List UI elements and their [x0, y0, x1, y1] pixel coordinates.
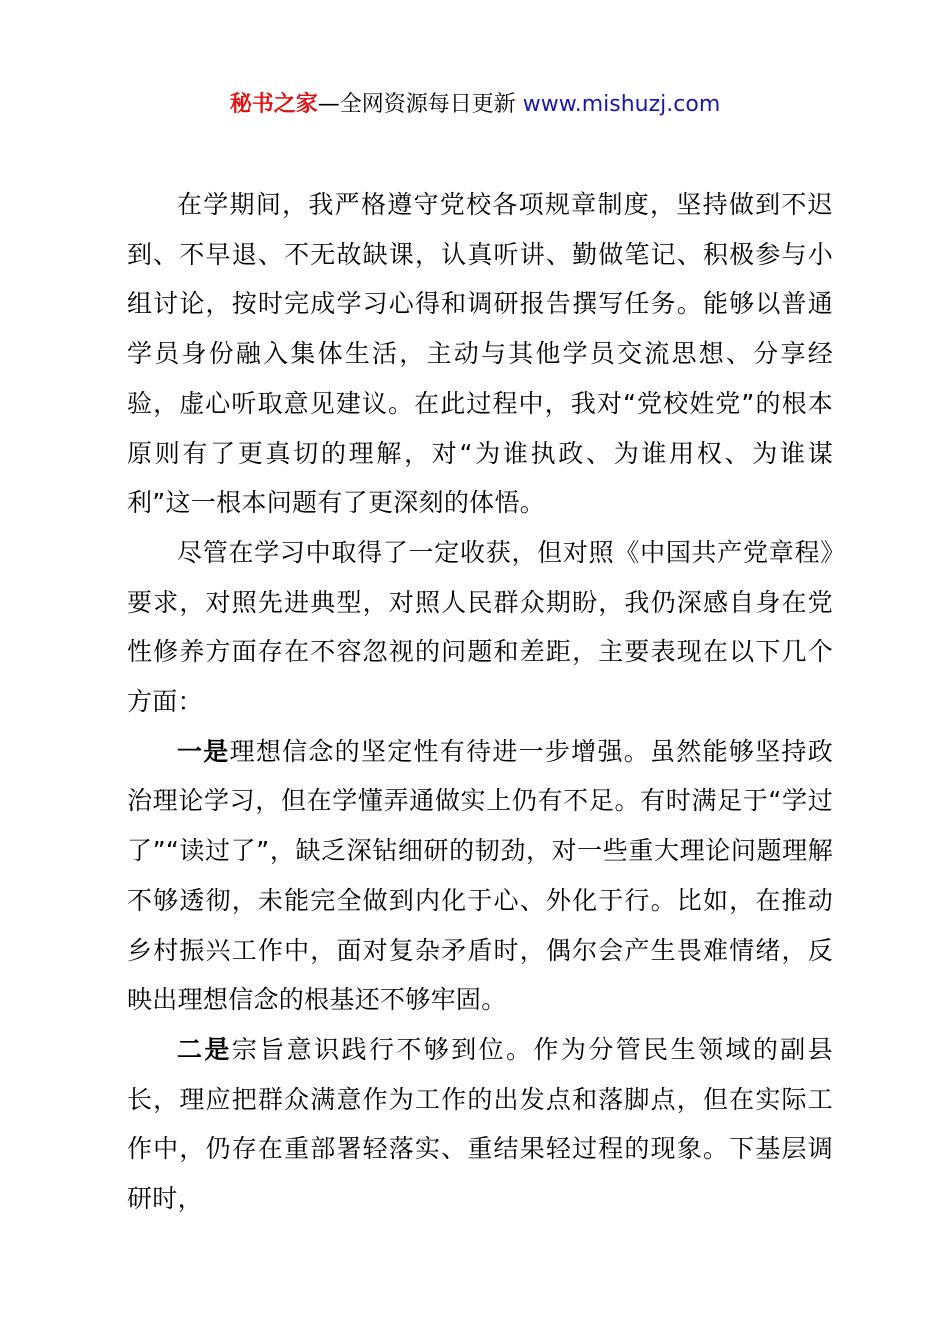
paragraph-text: 在学期间，我严格遵守党校各项规章制度，坚持做到不迟到、不早退、不无故缺课，认真听讲、勤做笔记、积极参与小组讨论，按时完成学习心得和调研报告撰写任务。能够以普通学员身份融入集体生活，主动与其他学员交流思想、分享经验，虚心听取意见建议。在此过程中，我对“党校姓党”的根本原则有了更真切的理解，对“为谁执政、为谁用权、为谁谋利”这一根本问题有了更深刻的体悟。	[127, 190, 833, 518]
document-body	[127, 180, 833, 1224]
paragraph-point-one	[127, 727, 833, 1025]
paragraph-text: 尽管在学习中取得了一定收获，但对照《中国共产党章程》要求，对照先进典型，对照人民群众期盼，我仍深感自身在党性修养方面存在不容忽视的问题和差距，主要表现在以下几个方面：	[127, 537, 833, 717]
site-header	[0, 88, 950, 122]
site-url-link[interactable]: www.mishuzj.com	[522, 92, 721, 117]
header-tagline: —全网资源每日更新	[317, 92, 523, 117]
brand-name: 秘书之家	[229, 92, 318, 117]
paragraph-text: 宗旨意识践行不够到位。作为分管民生领域的副县长，理应把群众满意作为工作的出发点和落脚点，但在实际工作中，仍存在重部署轻落实、重结果轻过程的现象。下基层调研时，	[127, 1034, 833, 1214]
paragraph-point-two	[127, 1025, 833, 1224]
paragraph-lead: 一是	[177, 736, 230, 766]
paragraph-lead: 二是	[177, 1034, 232, 1064]
paragraph-study-conduct	[127, 180, 833, 528]
paragraph-gaps-intro	[127, 528, 833, 727]
paragraph-text: 理想信念的坚定性有待进一步增强。虽然能够坚持政治理论学习，但在学懂弄通做实上仍有不足。有时满足于“学过了”“读过了”，缺乏深钻细研的韧劲，对一些重大理论问题理解不够透彻，未能完全做到内化于心、外化于行。比如，在推动乡村振兴工作中，面对复杂矛盾时，偶尔会产生畏难情绪，反映出理想信念的根基还不够牢固。	[127, 736, 833, 1015]
